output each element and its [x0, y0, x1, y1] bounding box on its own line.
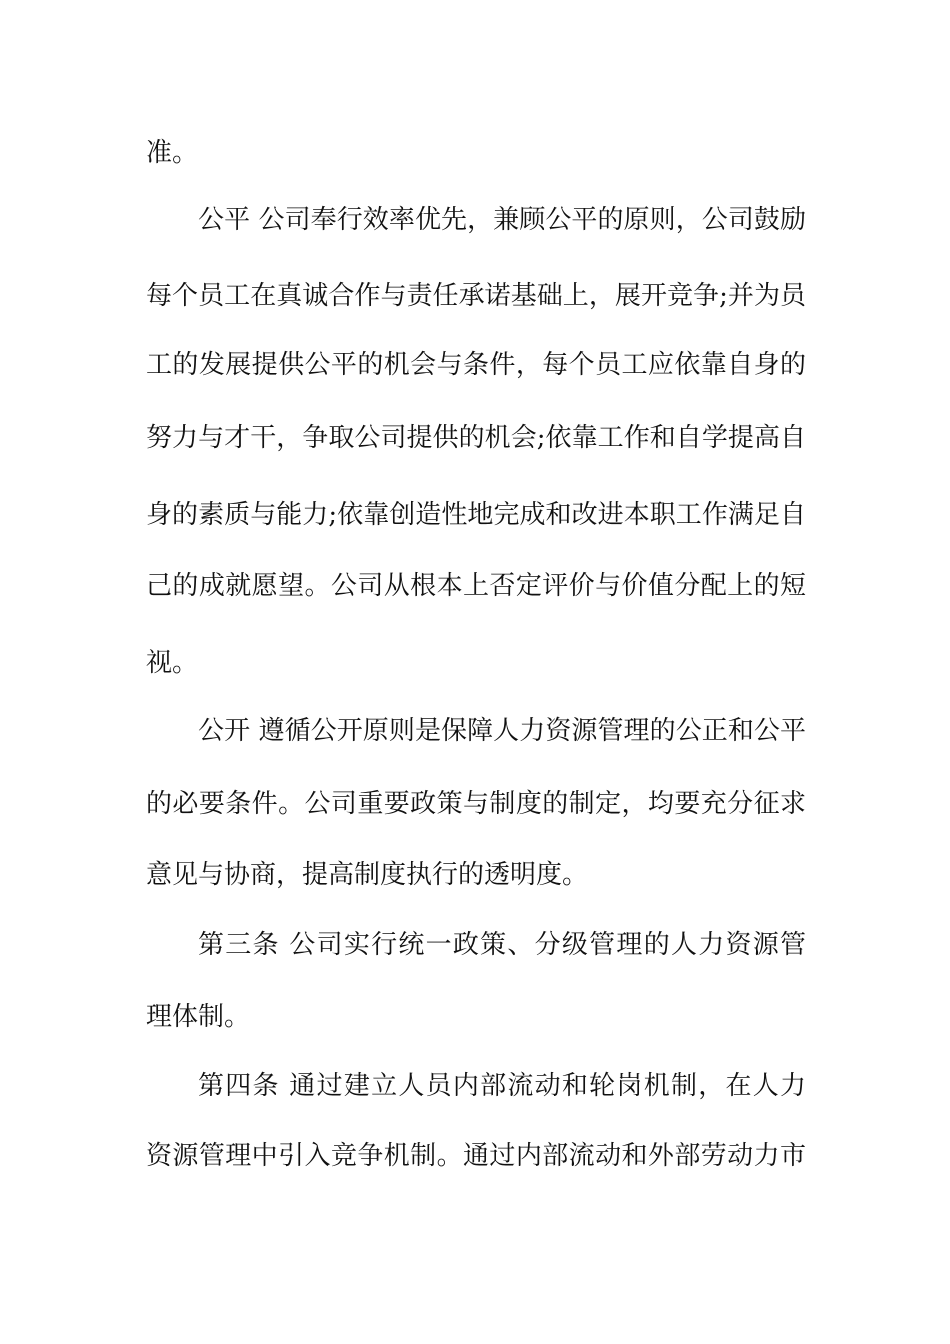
article-three-line: 第三条 公司实行统一政策、分级管理的人力资源管	[198, 930, 806, 960]
text-line: 意见与协商，提高制度执行的透明度。	[146, 860, 589, 890]
text-line: 每个员工在真诚合作与责任承诺基础上，展开竞争;并为员	[146, 281, 806, 311]
text-line: 努力与才干，争取公司提供的机会;依靠工作和自学提高自	[146, 423, 806, 453]
paragraph-fairness-heading-line: 公平 公司奉行效率优先，兼顾公平的原则，公司鼓励	[198, 205, 806, 235]
text-line: 理体制。	[146, 1002, 251, 1032]
text-line: 准。	[146, 138, 199, 168]
text-line: 身的素质与能力;依靠创造性地完成和改进本职工作满足自	[146, 500, 806, 530]
text-line: 的必要条件。公司重要政策与制度的制定，均要充分征求	[146, 789, 806, 819]
text-line: 己的成就愿望。公司从根本上否定评价与价值分配上的短	[146, 571, 806, 601]
text-line: 视。	[146, 648, 199, 678]
paragraph-openness-heading-line: 公开 遵循公开原则是保障人力资源管理的公正和公平	[198, 716, 806, 746]
text-line: 资源管理中引入竞争机制。通过内部流动和外部劳动力市	[146, 1141, 806, 1171]
text-line: 工的发展提供公平的机会与条件，每个员工应依靠自身的	[146, 350, 806, 380]
article-four-line: 第四条 通过建立人员内部流动和轮岗机制，在人力	[198, 1071, 806, 1101]
